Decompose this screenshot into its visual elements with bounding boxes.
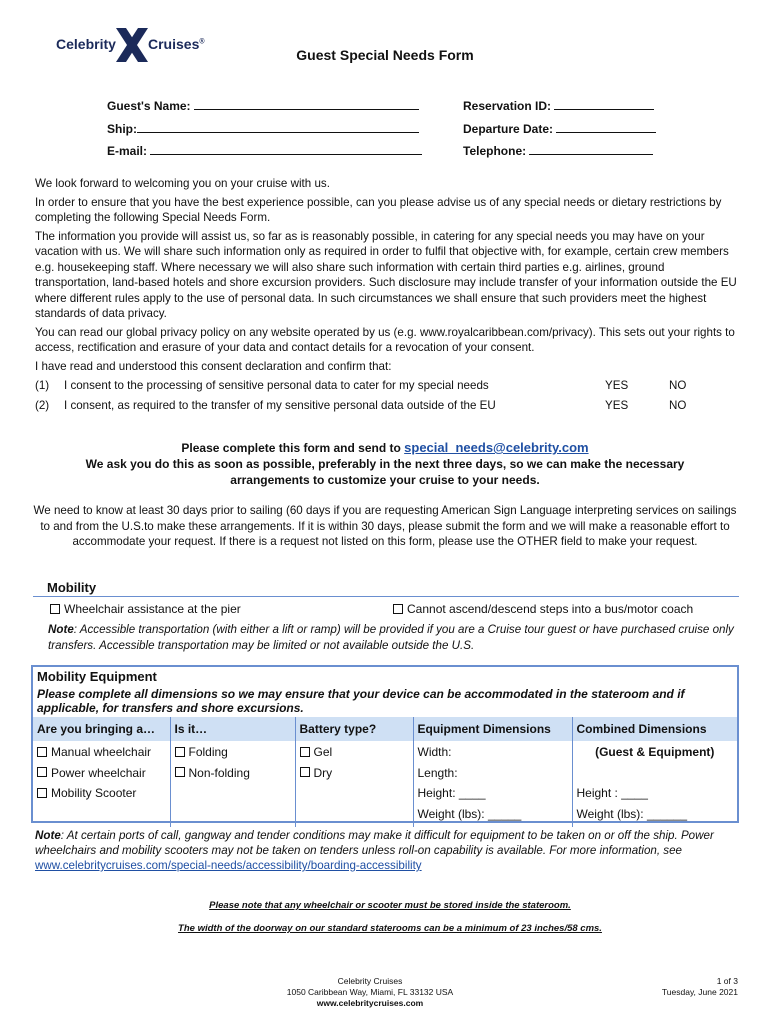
note-label: Note: [35, 829, 61, 842]
boarding-accessibility-link[interactable]: www.celebritycruises.com/special-needs/accessibility/boarding-accessibility: [35, 859, 422, 872]
footer-website: www.celebritycruises.com: [316, 998, 424, 1008]
checkbox-icon[interactable]: [37, 747, 47, 757]
checkbox-icon[interactable]: [393, 604, 403, 614]
intro-paragraph: We look forward to welcoming you on your cruise with us.: [35, 177, 330, 190]
table-header-row: [33, 717, 737, 741]
width-field[interactable]: Width:: [417, 745, 452, 759]
consent-text: I consent to the processing of sensitive personal data to cater for my special needs: [64, 379, 489, 392]
column-header: Is it…: [170, 717, 295, 741]
option-label: Manual wheelchair: [51, 745, 152, 759]
option-label: Power wheelchair: [51, 765, 146, 780]
reservation-id-line[interactable]: [554, 98, 654, 110]
email-field[interactable]: [107, 143, 422, 158]
guest-name-line[interactable]: [194, 98, 419, 110]
mobility-divider: [33, 596, 739, 597]
logo-word-celebrity: Celebrity: [56, 36, 116, 52]
equipment-heading: Mobility Equipment: [37, 669, 157, 684]
weight-field[interactable]: Weight (lbs): _____: [417, 806, 522, 821]
special-needs-email-link[interactable]: special_needs@celebrity.com: [404, 440, 589, 455]
mobility-heading: Mobility: [47, 580, 97, 595]
departure-date-line[interactable]: [556, 121, 656, 133]
equipment-subheading: Please complete all dimensions so we may ensure that your device can be accommodated in the stateroom and if applicable, for transfers and shore excursions.: [37, 687, 685, 715]
option-label: Non-folding: [188, 765, 250, 780]
table-row: [33, 741, 737, 827]
mobility-scooter-option[interactable]: [37, 786, 166, 807]
intro-paragraph: I have read and understood this consent declaration and confirm that:: [35, 359, 392, 373]
column-header: Combined Dimensions: [572, 717, 737, 741]
checkbox-icon[interactable]: [300, 747, 310, 757]
telephone-line[interactable]: [529, 143, 653, 155]
note-text: : At certain ports of call, gangway and tender conditions may make it difficult for equipment to be taken on or off the ship. Power wheelchairs and mobility scooters may not be taken on tenders unless roll-on capability is available. For more information, see: [35, 829, 714, 857]
column-header: Are you bringing a…: [33, 717, 170, 741]
mobility-note: [48, 622, 738, 653]
manual-wheelchair-option[interactable]: [37, 745, 166, 766]
email-label: E-mail:: [107, 144, 148, 158]
checkbox-icon[interactable]: [175, 747, 185, 757]
notice-text: We need to know at least 30 days prior to sailing (60 days if you are requesting American Sign Language interpreting services on sailings to and from the U.S.to make these arrangements. If it is within 30 days, please submit the form and we will make a reasonable effort to accommodate your request. If there is a request not listed on this form, please use the OTHER field to make your request.: [33, 504, 737, 548]
option-label: Folding: [188, 745, 228, 759]
storage-note: Please note that any wheelchair or scooter must be stored inside the stateroom.: [209, 900, 571, 911]
folding-option[interactable]: [175, 745, 291, 766]
option-label: Wheelchair assistance at the pier: [64, 602, 241, 616]
height-field[interactable]: Height: ____: [417, 786, 486, 800]
consent-list: [35, 379, 740, 419]
intro-paragraph: The information you provide will assist us, so far as is reasonably possible, in catering for any special needs you may have on your vacation with us. We will share such information only as required in order to fulfil that objective with, for example, certain crew members e.g. housekeeping staff. Where necessary we will also share such information with certain third parties e.g. airlines, ground transportation, land-based hotels and shore excursion providers. Such disclosure may include transfer of your information outside the EU where different rules apply to the use of personal data. In such circumstances we shall ensure that such providers meet the highest standards of data privacy.: [35, 229, 737, 320]
departure-date-field[interactable]: [463, 121, 656, 136]
combined-weight-field[interactable]: Weight (lbs): ______: [576, 806, 688, 821]
wheelchair-assistance-option[interactable]: [50, 602, 241, 616]
consent-number: (1): [35, 379, 50, 392]
gel-option[interactable]: [300, 745, 409, 766]
cannot-ascend-steps-option[interactable]: [393, 602, 693, 616]
footer-date: Tuesday, June 2021: [661, 987, 738, 997]
consent-number: (2): [35, 399, 50, 412]
footer-address: [270, 976, 470, 1009]
consent-yes-option[interactable]: YES: [605, 399, 629, 412]
option-label: Mobility Scooter: [51, 786, 137, 800]
send-instructions: [30, 440, 740, 488]
consent-no-option[interactable]: NO: [669, 379, 687, 392]
column-header: Battery type?: [295, 717, 413, 741]
logo-word-cruises: Cruises®: [148, 36, 205, 52]
note-text: : Accessible transportation (with either a lift or ramp) will be provided if you are a Cruise tour guest or have purchased cruise only transfers. Accessible transportation may be limited or not available outside the U.S.: [48, 623, 734, 652]
guest-name-label: Guest's Name:: [107, 99, 191, 113]
intro-paragraph: In order to ensure that you have the best experience possible, can you please advise us of any special needs or dietary restrictions by completing the following Special Needs Form.: [35, 195, 722, 224]
option-label: Dry: [313, 765, 333, 780]
equipment-table: [33, 717, 737, 827]
intro-text: [35, 176, 740, 377]
departure-date-label: Departure Date:: [463, 122, 554, 136]
length-field[interactable]: Length:: [417, 765, 458, 780]
bringing-cell: [33, 741, 170, 827]
ship-label: Ship:: [107, 122, 137, 136]
consent-yes-option[interactable]: YES: [605, 379, 629, 392]
non-folding-option[interactable]: [175, 766, 291, 787]
consent-row: [35, 379, 740, 399]
reservation-id-field[interactable]: [463, 98, 654, 113]
telephone-label: Telephone:: [463, 144, 527, 158]
is-it-cell: [170, 741, 295, 827]
accessibility-note: [35, 828, 745, 873]
checkbox-icon[interactable]: [50, 604, 60, 614]
email-line[interactable]: [150, 143, 422, 155]
dry-option[interactable]: [300, 766, 409, 787]
ship-field[interactable]: [107, 121, 419, 136]
battery-cell: [295, 741, 413, 827]
guest-name-field[interactable]: [107, 98, 419, 113]
footer-page-info: [620, 976, 738, 998]
reservation-id-label: Reservation ID:: [463, 99, 552, 113]
combined-height-field[interactable]: Height : ____: [576, 786, 648, 800]
note-label: Note: [48, 623, 74, 636]
checkbox-icon[interactable]: [37, 767, 47, 777]
send-prefix: Please complete this form and send to: [181, 441, 405, 455]
equipment-dimensions-cell: [413, 741, 572, 827]
combined-subheading: (Guest & Equipment): [595, 745, 715, 759]
mobility-equipment-section: [31, 665, 739, 823]
checkbox-icon[interactable]: [37, 788, 47, 798]
power-wheelchair-option[interactable]: [37, 766, 166, 787]
page-number: 1 of 3: [716, 976, 738, 986]
telephone-field[interactable]: [463, 143, 653, 158]
column-header: Equipment Dimensions: [413, 717, 572, 741]
checkbox-icon[interactable]: [175, 767, 185, 777]
footer-street: 1050 Caribbean Way, Miami, FL 33132 USA: [286, 987, 454, 997]
send-line-2: We ask you do this as soon as possible, preferably in the next three days, so we can make the necessary: [85, 457, 685, 471]
form-title: Guest Special Needs Form: [296, 47, 474, 63]
intro-paragraph: You can read our global privacy policy on any website operated by us (e.g. www.royalcaribbean.com/privacy). This sets out your rights to access, rectification and erasure of your data and contact details for a revocation of your consent.: [35, 325, 735, 354]
checkbox-icon[interactable]: [300, 767, 310, 777]
footer-company: Celebrity Cruises: [337, 976, 403, 986]
consent-no-option[interactable]: NO: [669, 399, 687, 412]
send-line-3: arrangements to customize your cruise to your needs.: [230, 473, 540, 487]
option-label: Cannot ascend/descend steps into a bus/motor coach: [407, 602, 694, 616]
ship-line[interactable]: [137, 121, 419, 133]
consent-row: [35, 399, 740, 419]
combined-dimensions-cell: [572, 741, 737, 827]
doorway-note: The width of the doorway on our standard staterooms can be a minimum of 23 inches/58 cms.: [178, 923, 602, 934]
consent-text: I consent, as required to the transfer of my sensitive personal data outside of the EU: [64, 399, 496, 412]
option-label: Gel: [313, 745, 333, 759]
